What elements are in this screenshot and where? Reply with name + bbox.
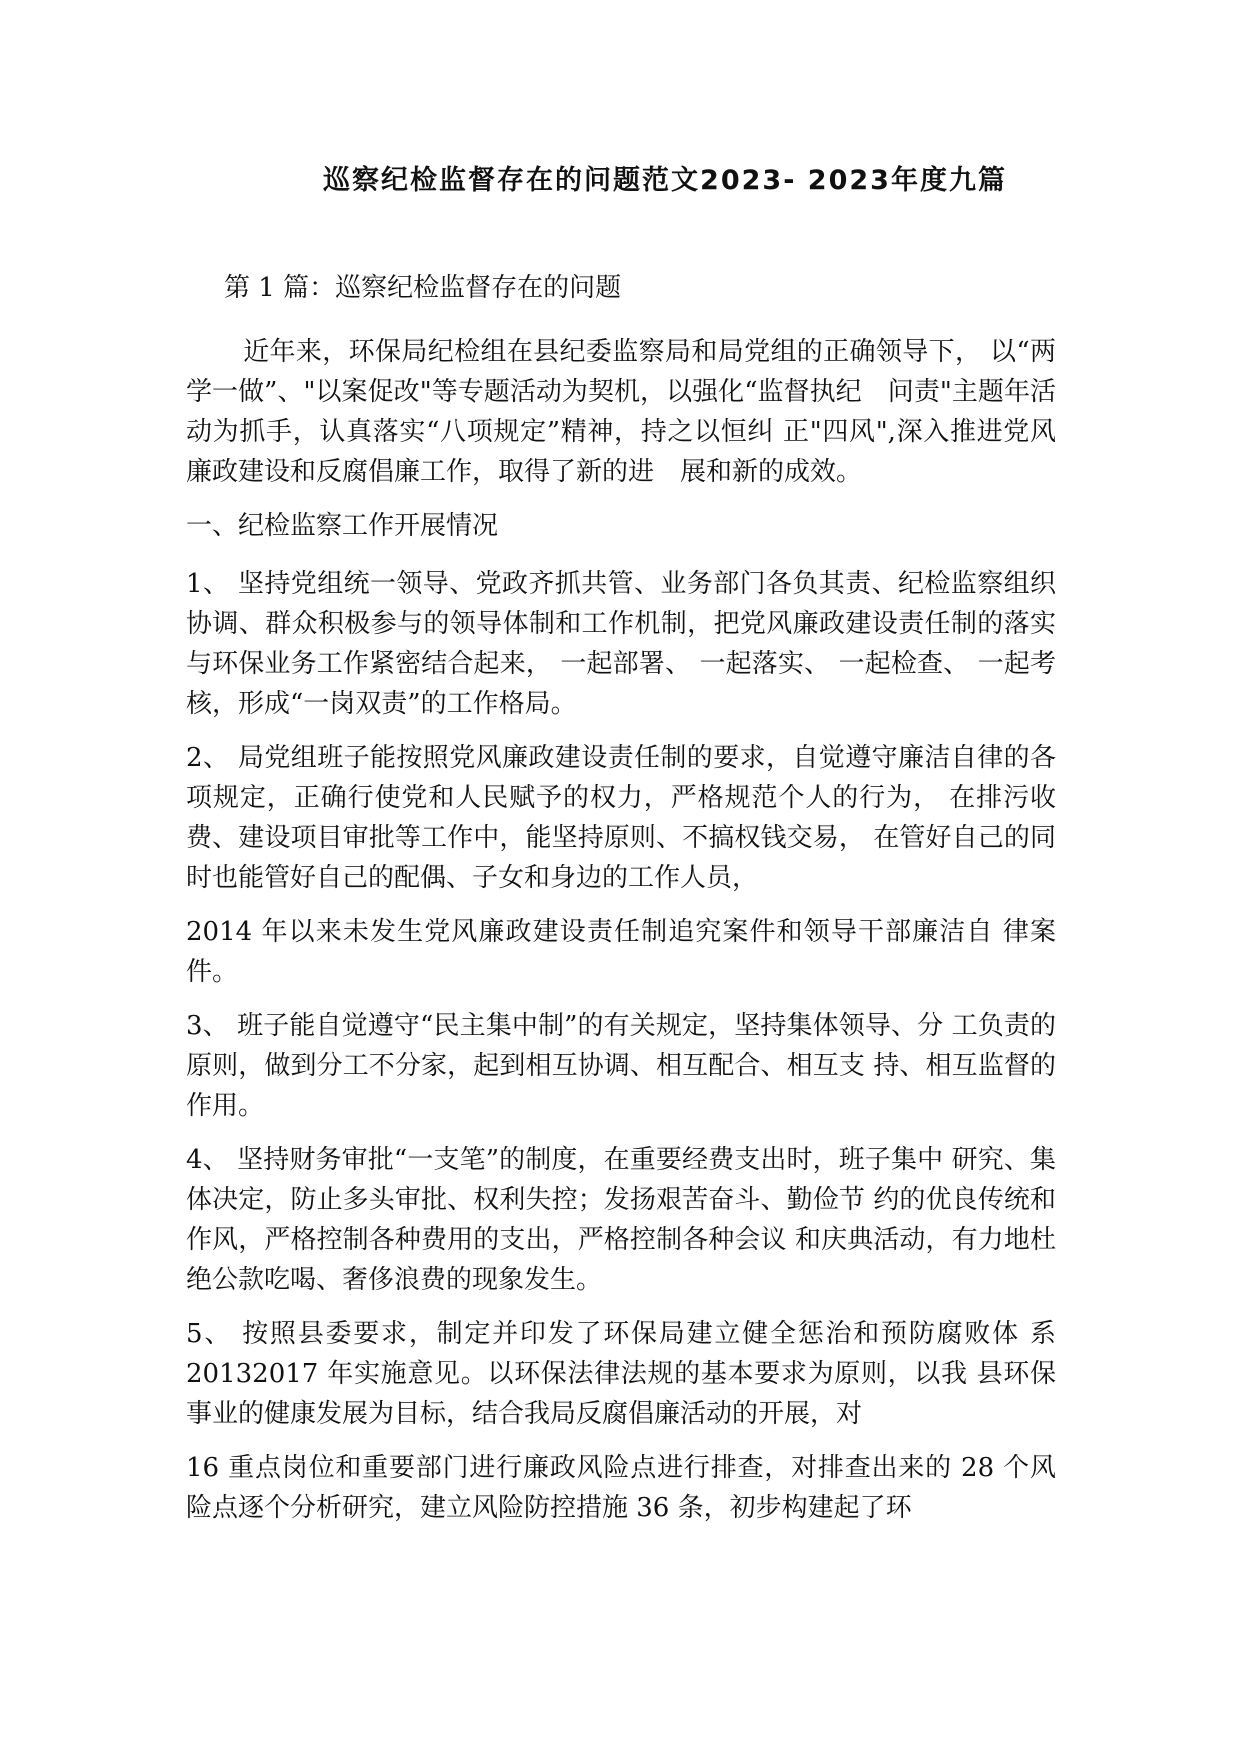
body-paragraph: 2、 局党组班子能按照党风廉政建设责任制的要求，自觉遵守廉洁自律的各项规定，正确行使党和人民赋予的权力，严格规范个人的行为， 在排污收费、建设项目审批等工作中，能坚持原则、不搞权钱交易， 在管好自己的同时也能管好自己的配偶、子女和身边的工作人员， [186,743,1056,893]
document-title: 巡察纪检监督存在的问题范文2023- 2023年度九篇 [323,165,1007,196]
body-paragraph: 3、 班子能自觉遵守“民主集中制”的有关规定，坚持集体领导、分 工负责的原则，做到分工不分家，起到相互协调、相互配合、相互支 持、相互监督的作用。 [186,1011,1056,1121]
intro-paragraph: 近年来，环保局纪检组在县纪委监察局和局党组的正确领导下， 以“两学一做”、"以案促改"等专题活动为契机，以强化“监督执纪 问责"主题年活动为抓手，认真落实“八项规定”精神，持之以恒纠 正"四风",深入推进党风廉政建设和反腐倡廉工作，取得了新的进 展和新的成效。 [186,337,1056,487]
body-paragraph: 16 重点岗位和重要部门进行廉政风险点进行排查，对排查出来的 28 个风险点逐个分析研究，建立风险防控措施 36 条，初步构建起了环 [186,1453,1056,1523]
section-heading: 一、纪检监察工作开展情况 [186,511,499,541]
body-paragraph: 1、 坚持党组统一领导、党政齐抓共管、业务部门各负其责、纪检监察组织协调、群众积极参与的领导体制和工作机制，把党风廉政建设责任制的落实与环保业务工作紧密结合起来， 一起部署、 一起落实、 一起检查、 一起考核，形成“一岗双责”的工作格局。 [186,569,1056,719]
body-paragraph: 4、 坚持财务审批“一支笔”的制度，在重要经费支出时，班子集中 研究、集体决定，防止多头审批、权利失控；发扬艰苦奋斗、勤俭节 约的优良传统和作风，严格控制各种费用的支出，严格控制各种会议 和庆典活动，有力地杜绝公款吃喝、奢侈浪费的现象发生。 [186,1145,1056,1295]
document-body [186,268,1056,1542]
body-paragraph: 2014 年以来未发生党风廉政建设责任制追究案件和领导干部廉洁自 律案件。 [186,917,1056,987]
chapter-heading: 第 1 篇：巡察纪检监督存在的问题 [224,273,622,303]
body-paragraph: 5、 按照县委要求，制定并印发了环保局建立健全惩治和预防腐败体 系 20132017 年实施意见。以环保法律法规的基本要求为原则，以我 县环保事业的健康发展为目标，结合我局反腐倡廉活动的开展，对 [186,1319,1056,1429]
